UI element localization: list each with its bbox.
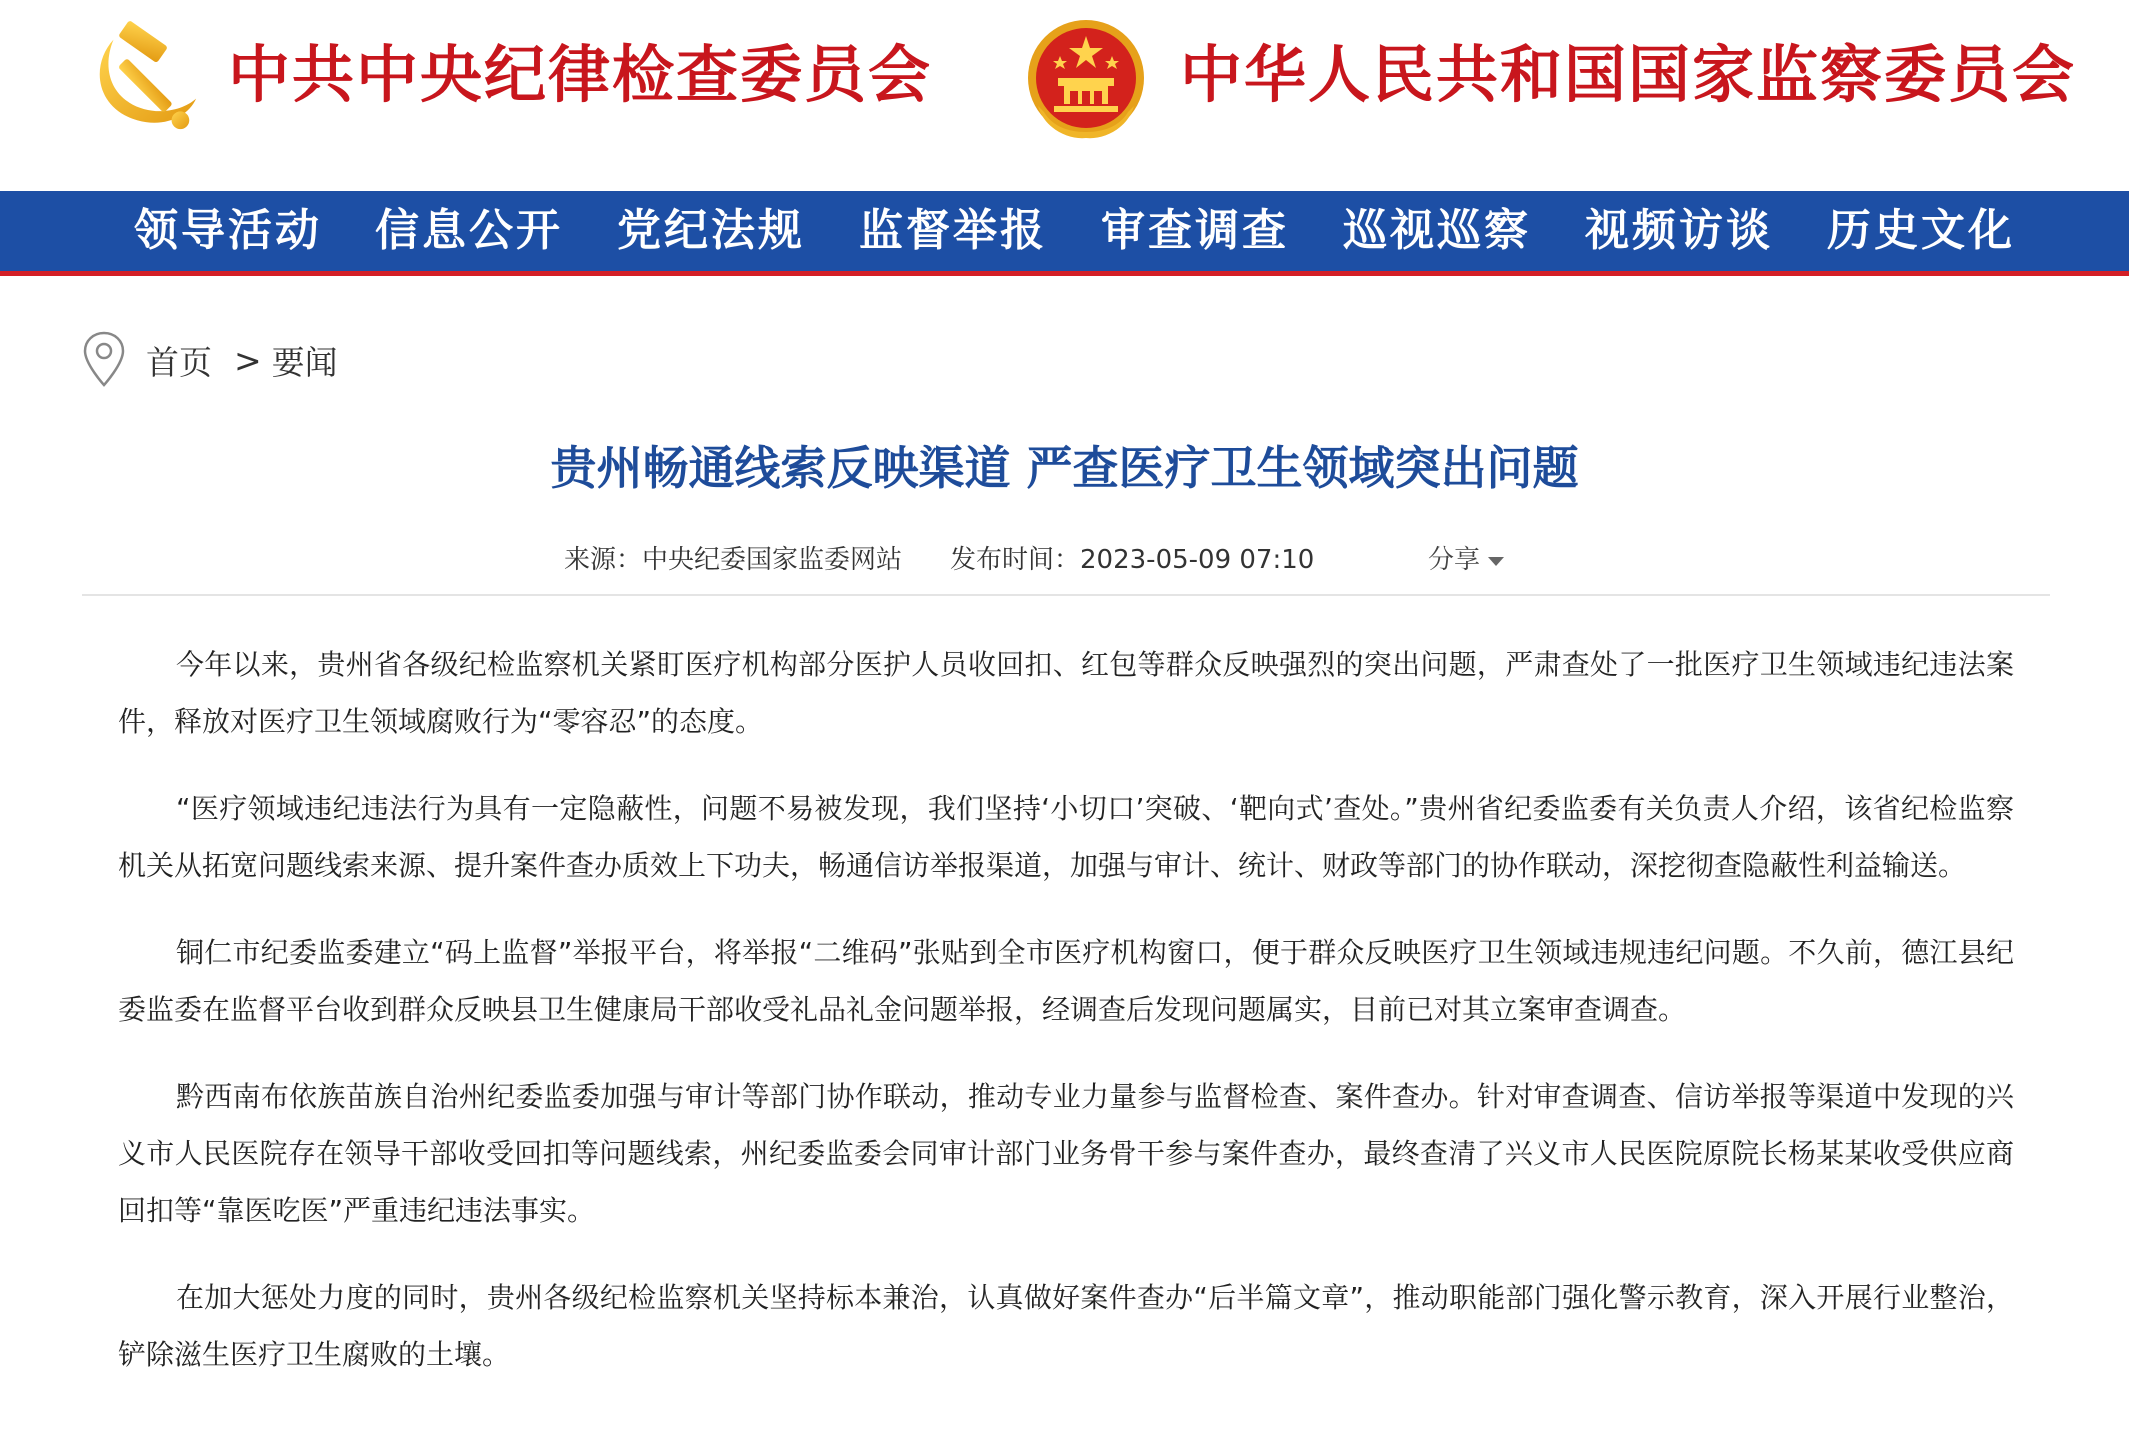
article-paragraph: “医疗领域违纪违法行为具有一定隐蔽性，问题不易被发现，我们坚持‘小切口’突破、‘靶向式’查处。”贵州省纪委监委有关负责人介绍，该省纪检监察机关从拓宽问题线索来源、提升案件查办质效上下功夫，畅通信访举报渠道，加强与审计、统计、财政等部门的协作联动，深挖彻查隐蔽性利益输送。	[118, 792, 2014, 882]
source-label: 来源：	[564, 545, 643, 575]
main-navigation	[0, 191, 2129, 276]
nav-item-video[interactable]: 视频访谈	[1585, 205, 1773, 256]
breadcrumb	[82, 330, 338, 390]
right-site-title: 中华人民共和国国家监察委员会	[1180, 38, 2077, 111]
breadcrumb-separator: >	[234, 340, 262, 380]
article-source	[564, 540, 902, 580]
national-emblem-icon	[1024, 16, 1148, 142]
header-divider	[82, 594, 2050, 596]
nav-item-information[interactable]: 信息公开	[375, 205, 563, 256]
communist-party-emblem-icon	[86, 18, 204, 136]
chevron-down-icon	[1488, 557, 1504, 566]
time-label: 发布时间：	[950, 545, 1081, 575]
location-pin-icon	[82, 330, 126, 390]
article-body	[118, 636, 2014, 1413]
nav-item-regulations[interactable]: 党纪法规	[617, 205, 805, 256]
nav-item-supervision[interactable]: 监督举报	[859, 205, 1047, 256]
article-paragraph: 铜仁市纪委监委建立“码上监督”举报平台，将举报“二维码”张贴到全市医疗机构窗口，便于群众反映医疗卫生领域违规违纪问题。不久前，德江县纪委监委在监督平台收到群众反映县卫生健康局干部收受礼品礼金问题举报，经调查后发现问题属实，目前已对其立案审查调查。	[118, 936, 2014, 1026]
article-paragraph: 黔西南布依族苗族自治州纪委监委加强与审计等部门协作联动，推动专业力量参与监督检查、案件查办。针对审查调查、信访举报等渠道中发现的兴义市人民医院存在领导干部收受回扣等问题线索，州纪委监委会同审计部门业务骨干参与案件查办，最终查清了兴义市人民医院原院长杨某某收受供应商回扣等“靠医吃医”严重违纪违法事实。	[118, 1080, 2014, 1227]
article-publish-time	[950, 540, 1314, 580]
left-site-title: 中共中央纪律检查委员会	[228, 38, 933, 111]
breadcrumb-home-link[interactable]: 首页	[146, 342, 212, 382]
article-paragraph: 在加大惩处力度的同时，贵州各级纪检监察机关坚持标本兼治，认真做好案件查办“后半篇文章”，推动职能部门强化警示教育，深入开展行业整治，铲除滋生医疗卫生腐败的土壤。	[118, 1281, 2014, 1371]
nav-item-investigation[interactable]: 审查调查	[1101, 205, 1289, 256]
site-header	[0, 0, 2129, 191]
share-label: 分享	[1428, 545, 1481, 575]
nav-item-inspection[interactable]: 巡视巡察	[1343, 205, 1531, 256]
nav-item-history[interactable]: 历史文化	[1827, 205, 2015, 256]
article-title: 贵州畅通线索反映渠道 严查医疗卫生领域突出问题	[550, 441, 1579, 495]
nav-item-leadership[interactable]: 领导活动	[134, 205, 322, 256]
time-value: 2023-05-09 07:10	[1080, 545, 1315, 575]
source-value: 中央纪委国家监委网站	[642, 545, 903, 575]
breadcrumb-current-link[interactable]: 要闻	[271, 342, 338, 382]
share-button[interactable]	[1428, 540, 1504, 580]
article-paragraph: 今年以来，贵州省各级纪检监察机关紧盯医疗机构部分医护人员收回扣、红包等群众反映强烈的突出问题，严肃查处了一批医疗卫生领域违纪违法案件，释放对医疗卫生领域腐败行为“零容忍”的态度。	[118, 648, 2014, 738]
